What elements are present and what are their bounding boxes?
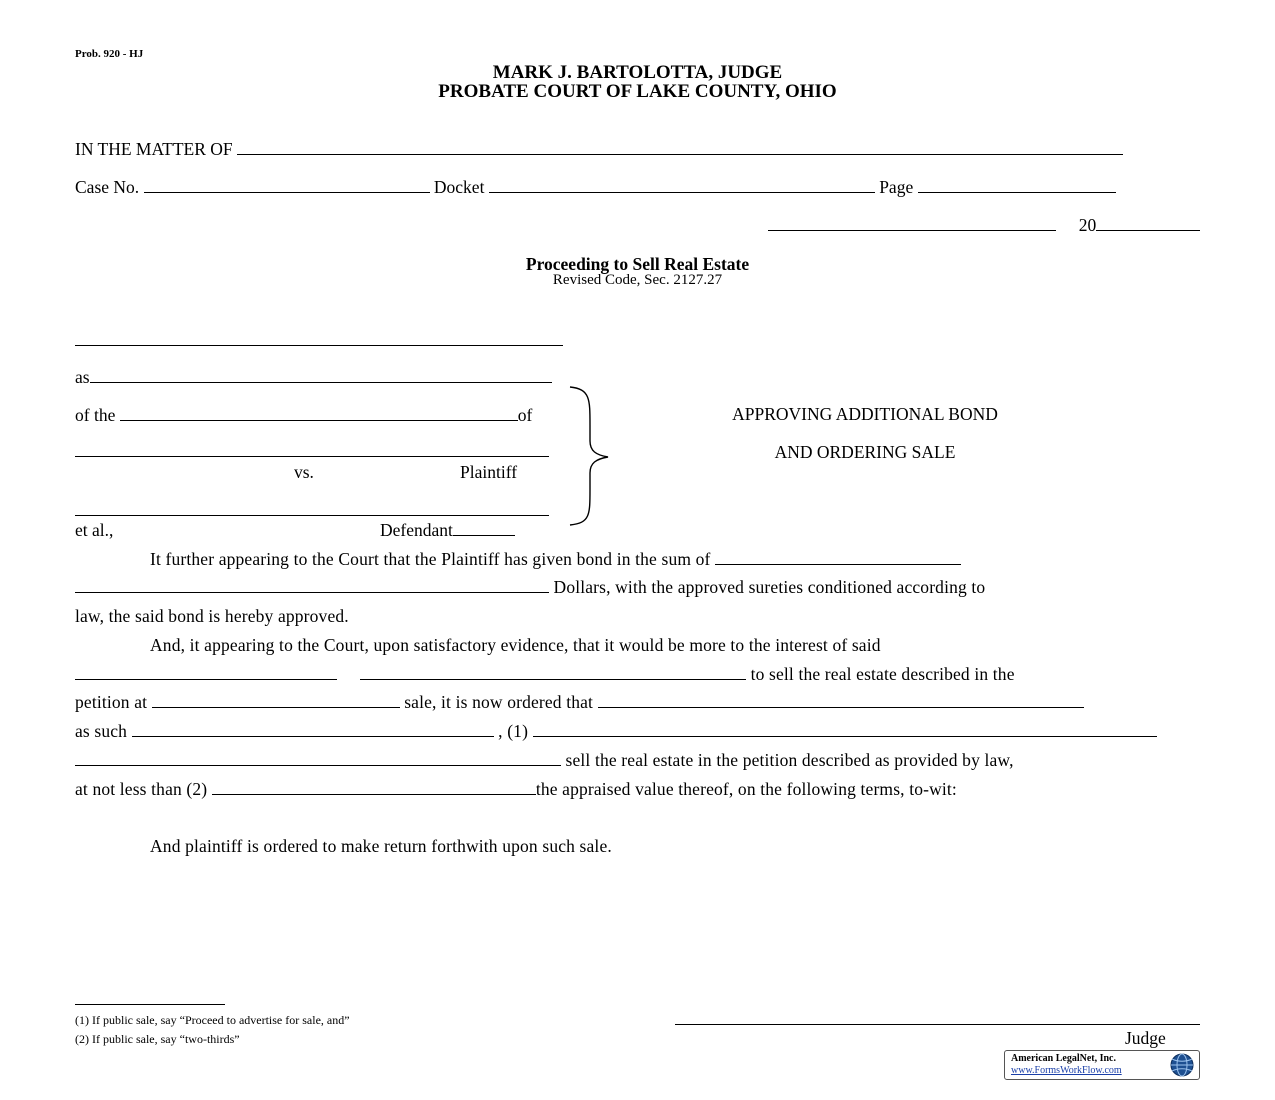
- court-name: PROBATE COURT OF LAKE COUNTY, OHIO: [438, 81, 837, 102]
- estate-type-field[interactable]: [120, 405, 518, 421]
- fraction-field[interactable]: [212, 779, 536, 795]
- case-no-field[interactable]: [144, 177, 430, 193]
- judge-label: Judge: [1125, 1028, 1166, 1048]
- page-field[interactable]: [918, 177, 1116, 193]
- page-label: Page: [879, 177, 914, 197]
- globe-icon: [1169, 1053, 1195, 1077]
- footnote-2: (2) If public sale, say “two-thirds”: [75, 1032, 240, 1046]
- logo-url-link[interactable]: www.FormsWorkFlow.com: [1011, 1065, 1122, 1076]
- caption-name-line: [75, 330, 563, 351]
- defendant-row: [380, 520, 515, 541]
- logo-company: American LegalNet, Inc.: [1011, 1053, 1116, 1064]
- of-label: of: [517, 405, 533, 425]
- body-line-7: [75, 721, 1157, 742]
- p1-start: It further appearing to the Court that the Plaintiff has given bond in the sum of: [150, 549, 711, 569]
- in-the-matter-label: IN THE MATTER OF: [75, 139, 233, 159]
- body-line-1: [150, 549, 961, 570]
- defendant-suffix-field[interactable]: [453, 520, 515, 536]
- body-line-6: [75, 692, 1084, 713]
- of-the-label: of the: [75, 405, 116, 425]
- caption-defendant-line: [75, 500, 549, 521]
- p2-sale: sale, it is now ordered that: [404, 692, 594, 712]
- interest-capacity-field[interactable]: [360, 664, 746, 680]
- vs-label: vs.: [294, 462, 314, 482]
- defendant-name-field[interactable]: [75, 500, 549, 516]
- caption-title-line2: AND ORDERING SALE: [774, 442, 956, 462]
- body-line-2: [75, 577, 985, 598]
- matter-name-field[interactable]: [237, 139, 1123, 155]
- date-row: [768, 215, 1200, 236]
- sell-party-field[interactable]: [75, 750, 561, 766]
- et-al-label: et al.,: [75, 520, 114, 540]
- defendant-label: Defendant: [380, 520, 453, 540]
- plaintiff-name-field[interactable]: [75, 330, 563, 346]
- capacity-field[interactable]: [90, 367, 552, 383]
- form-id: Prob. 920 - HJ: [75, 48, 144, 60]
- american-legalnet-logo: [1004, 1050, 1200, 1080]
- judge-signature-line[interactable]: [675, 1024, 1200, 1025]
- docket-label: Docket: [433, 177, 485, 197]
- in-the-matter-row: [75, 139, 1123, 160]
- caption-brace: [568, 385, 614, 527]
- year-prefix: 20: [1078, 215, 1097, 235]
- plaintiff-label: Plaintiff: [460, 462, 518, 482]
- form-title: Proceeding to Sell Real Estate: [525, 254, 750, 274]
- body-line-8: [75, 750, 1014, 771]
- form-subtitle: Revised Code, Sec. 2127.27: [552, 272, 723, 288]
- p2-footnote1: , (1): [498, 721, 529, 741]
- sale-type-field[interactable]: [152, 692, 400, 708]
- docket-field[interactable]: [489, 177, 875, 193]
- interest-party-field[interactable]: [75, 664, 337, 680]
- caption-decedent-line: [75, 441, 549, 462]
- p1-dollars: Dollars, with the approved sureties conditioned according to: [553, 577, 986, 597]
- decedent-name-field[interactable]: [75, 441, 549, 457]
- bond-amount-words-field[interactable]: [75, 577, 549, 593]
- ordered-party-field[interactable]: [598, 692, 1084, 708]
- case-info-row: [75, 177, 1116, 198]
- year-field[interactable]: [1096, 215, 1200, 231]
- caption-title-line1: APPROVING ADDITIONAL BOND: [732, 404, 998, 424]
- bond-amount-field[interactable]: [715, 549, 961, 565]
- as-label: as: [75, 367, 90, 387]
- p1-end: law, the said bond is hereby approved.: [75, 606, 349, 626]
- footnote-divider: [75, 1004, 225, 1005]
- p2-as-such: as such: [75, 721, 128, 741]
- judge-name: MARK J. BARTOLOTTA, JUDGE: [492, 62, 783, 83]
- caption-as-row: [75, 367, 552, 388]
- p2-sell-real: sell the real estate in the petition described as provided by law,: [565, 750, 1014, 770]
- p2-not-less: at not less than (2): [75, 779, 208, 799]
- p2-appraised: the appraised value thereof, on the following terms, to-wit:: [535, 779, 957, 799]
- caption-of-the-row: [75, 405, 532, 426]
- p2-petition-at: petition at: [75, 692, 148, 712]
- footnote1-field[interactable]: [533, 721, 1157, 737]
- body-line-9: [75, 779, 957, 800]
- p3: And plaintiff is ordered to make return forthwith upon such sale.: [150, 836, 612, 856]
- p2-start: And, it appearing to the Court, upon satisfactory evidence, that it would be more to the interest of said: [150, 635, 881, 655]
- date-field[interactable]: [768, 215, 1056, 231]
- p2-sell: to sell the real estate described in the: [750, 664, 1015, 684]
- body-line-5: [75, 664, 1015, 685]
- case-no-label: Case No.: [75, 177, 140, 197]
- footnote-1: (1) If public sale, say “Proceed to advertise for sale, and”: [75, 1013, 350, 1027]
- as-such-field[interactable]: [132, 721, 494, 737]
